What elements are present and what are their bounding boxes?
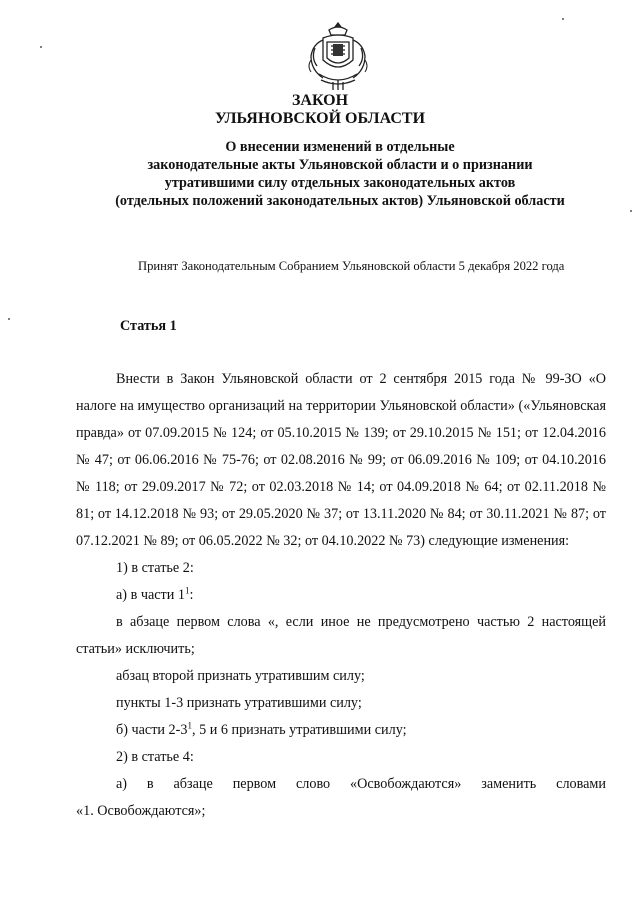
abzac-2: абзац второй признать утратившим силу; [116, 668, 365, 684]
article-body [76, 366, 606, 825]
item-2a-line-2: «1. Освобождаются»; [76, 803, 206, 819]
item-1: 1) в статье 2: [116, 560, 194, 576]
item-1a-text: а) в части 1 [116, 587, 185, 603]
scan-speckle [562, 18, 564, 20]
abzac-1-line-1: в абзаце первом слова «, если иное не предусмотрено частью 2 настоящей [116, 614, 606, 630]
subtitle-line: законодательные акты Ульяновской области и о признании [147, 157, 533, 173]
law-subtitle [60, 138, 620, 210]
item-2a-line-1: а) в абзаце первом слово «Освобождаются» заменить словами [116, 776, 606, 792]
item-1a [76, 582, 606, 609]
article-intro-paragraph: Внести в Закон Ульяновской области от 2 сентября 2015 года № 99-ЗО «О налоге на имущество организаций на территории Ульяновской области» («Ульяновская правда» от 07.09.2015 № 124; от 05.10.2015 № 139; от 29.10.2015 № 151; от 12.04.2016 № 47; от 06.06.2016 № 75-76; от 02.08.2016 № 99; от 06.09.2016 № 109; от 04.10.2016 № 118; от 29.09.2017 № 72; от 02.03.2018 № 14; от 04.09.2018 № 64; от 02.11.2018 № 81; от 14.12.2018 № 93; от 29.05.2020 № 37; от 13.11.2020 № 84; от 30.11.2021 № 87; от 07.12.2021 № 89; от 06.05.2022 № 32; от 04.10.2022 № 73) следующие изменения: [76, 371, 606, 549]
law-title-line-1: ЗАКОН [291, 92, 349, 109]
abzac-1-line-2: статьи» исключить; [76, 641, 195, 657]
scan-speckle [8, 318, 10, 320]
law-title-line-2: УЛЬЯНОВСКОЙ ОБЛАСТИ [214, 110, 426, 127]
item-1b-tail: , 5 и 6 признать утратившими силу; [191, 722, 407, 738]
scan-speckle [40, 46, 42, 48]
item-1b-superscript: 1 [187, 720, 192, 731]
subtitle-line: О внесении изменений в отдельные [225, 139, 455, 155]
item-2: 2) в статье 4: [116, 749, 194, 765]
points-line: пункты 1-3 признать утратившими силу; [116, 695, 362, 711]
scan-speckle [630, 210, 632, 212]
item-1a-superscript: 1 [184, 585, 190, 596]
item-1a-tail: : [189, 587, 194, 603]
adoption-note: Принят Законодательным Собранием Ульяновской области 5 декабря 2022 года [138, 259, 565, 273]
article-heading: Статья 1 [120, 318, 177, 334]
item-1b-text: б) части 2-3 [116, 722, 188, 738]
item-1b [76, 717, 606, 744]
coat-of-arms-icon [303, 20, 373, 92]
subtitle-line: (отдельных положений законодательных актов) Ульяновской области [115, 193, 565, 209]
subtitle-line: утратившими силу отдельных законодательных актов [164, 175, 516, 191]
